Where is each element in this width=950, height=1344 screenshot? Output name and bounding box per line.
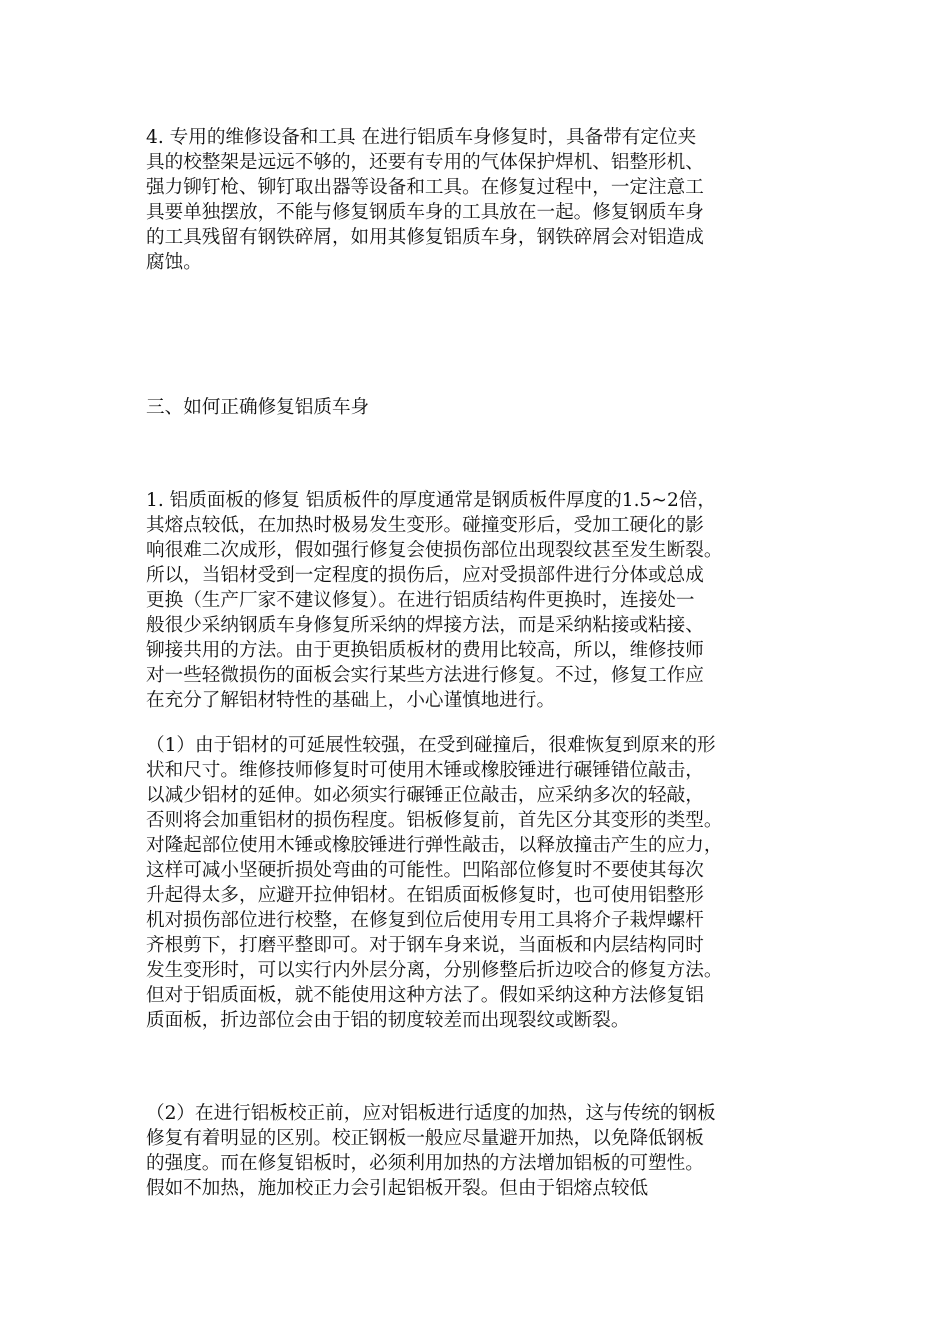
text-line: 对一些轻微损伤的面板会实行某些方法进行修复。不过，修复工作应: [146, 665, 704, 686]
text-line: 这样可减小坚硬折损处弯曲的可能性。凹陷部位修复时不要使其每次: [146, 860, 704, 881]
text-line: 更换（生产厂家不建议修复）。在进行铝质结构件更换时，连接处一: [146, 590, 695, 611]
text-line: 具要单独摆放，不能与修复钢质车身的工具放在一起。修复钢质车身: [146, 202, 704, 223]
text-line: 强力铆钉枪、铆钉取出器等设备和工具。在修复过程中，一定注意工: [146, 177, 704, 198]
text-line: 发生变形时，可以实行内外层分离，分别修整后折边咬合的修复方法。: [146, 960, 723, 981]
text-line: 铆接共用的方法。由于更换铝质板材的费用比较高，所以，维修技师: [146, 640, 704, 661]
text-line: 但对于铝质面板，就不能使用这种方法了。假如采纳这种方法修复铝: [146, 985, 704, 1006]
paragraph-item-1: [146, 733, 814, 1033]
text-line: 其熔点较低，在加热时极易发生变形。碰撞变形后，受加工硬化的影: [146, 515, 704, 536]
paragraph-item-2: [146, 1101, 814, 1201]
text-line: 的工具残留有钢铁碎屑，如用其修复铝质车身，钢铁碎屑会对铝造成: [146, 227, 704, 248]
text-line: 修复有着明显的区别。校正钢板一般应尽量避开加热，以免降低钢板: [146, 1128, 704, 1149]
text-line: 升起得太多，应避开拉伸铝材。在铝质面板修复时，也可使用铝整形: [146, 885, 704, 906]
text-line: 4. 专用的维修设备和工具 在进行铝质车身修复时，具备带有定位夹: [146, 127, 697, 148]
text-line: 对隆起部位使用木锤或橡胶锤进行弹性敲击，以释放撞击产生的应力，: [146, 835, 723, 856]
text-line: 状和尺寸。维修技师修复时可使用木锤或橡胶锤进行碾锤错位敲击，: [146, 760, 704, 781]
text-line: 所以，当铝材受到一定程度的损伤后，应对受损部件进行分体或总成: [146, 565, 704, 586]
text-line: 假如不加热，施加校正力会引起铝板开裂。但由于铝熔点较低: [146, 1178, 649, 1199]
text-line: 具的校整架是远远不够的，还要有专用的气体保护焊机、铝整形机、: [146, 152, 704, 173]
section-heading: [146, 395, 814, 420]
text-line: 机对损伤部位进行校整，在修复到位后使用专用工具将介子栽焊螺杆: [146, 910, 704, 931]
text-line: 腐蚀。: [146, 252, 202, 273]
text-line: 的强度。而在修复铝板时，必须利用加热的方法增加铝板的可塑性。: [146, 1153, 704, 1174]
text-line: 在充分了解铝材特性的基础上，小心谨慎地进行。: [146, 690, 556, 711]
text-line: （1）由于铝材的可延展性较强，在受到碰撞后，很难恢复到原来的形: [146, 735, 716, 756]
text-line: 质面板，折边部位会由于铝的韧度较差而出现裂纹或断裂。: [146, 1010, 630, 1031]
text-line: 否则将会加重铝材的损伤程度。铝板修复前，首先区分其变形的类型。: [146, 810, 723, 831]
text-line: 般很少采纳钢质车身修复所采纳的焊接方法，而是采纳粘接或粘接、: [146, 615, 704, 636]
text-line: 以减少铝材的延伸。如必须实行碾锤正位敲击，应采纳多次的轻敲，: [146, 785, 704, 806]
paragraph-special-tools: [146, 125, 814, 275]
text-line: 1. 铝质面板的修复 铝质板件的厚度通常是钢质板件厚度的1.5~2倍，: [146, 490, 716, 511]
text-line: （2）在进行铝板校正前，应对铝板进行适度的加热，这与传统的钢板: [146, 1103, 716, 1124]
paragraph-panel-repair: [146, 488, 814, 713]
text-line: 齐根剪下，打磨平整即可。对于钢车身来说，当面板和内层结构同时: [146, 935, 704, 956]
text-line: 响很难二次成形，假如强行修复会使损伤部位出现裂纹甚至发生断裂。: [146, 540, 723, 561]
heading-text: 三、如何正确修复铝质车身: [146, 397, 370, 418]
